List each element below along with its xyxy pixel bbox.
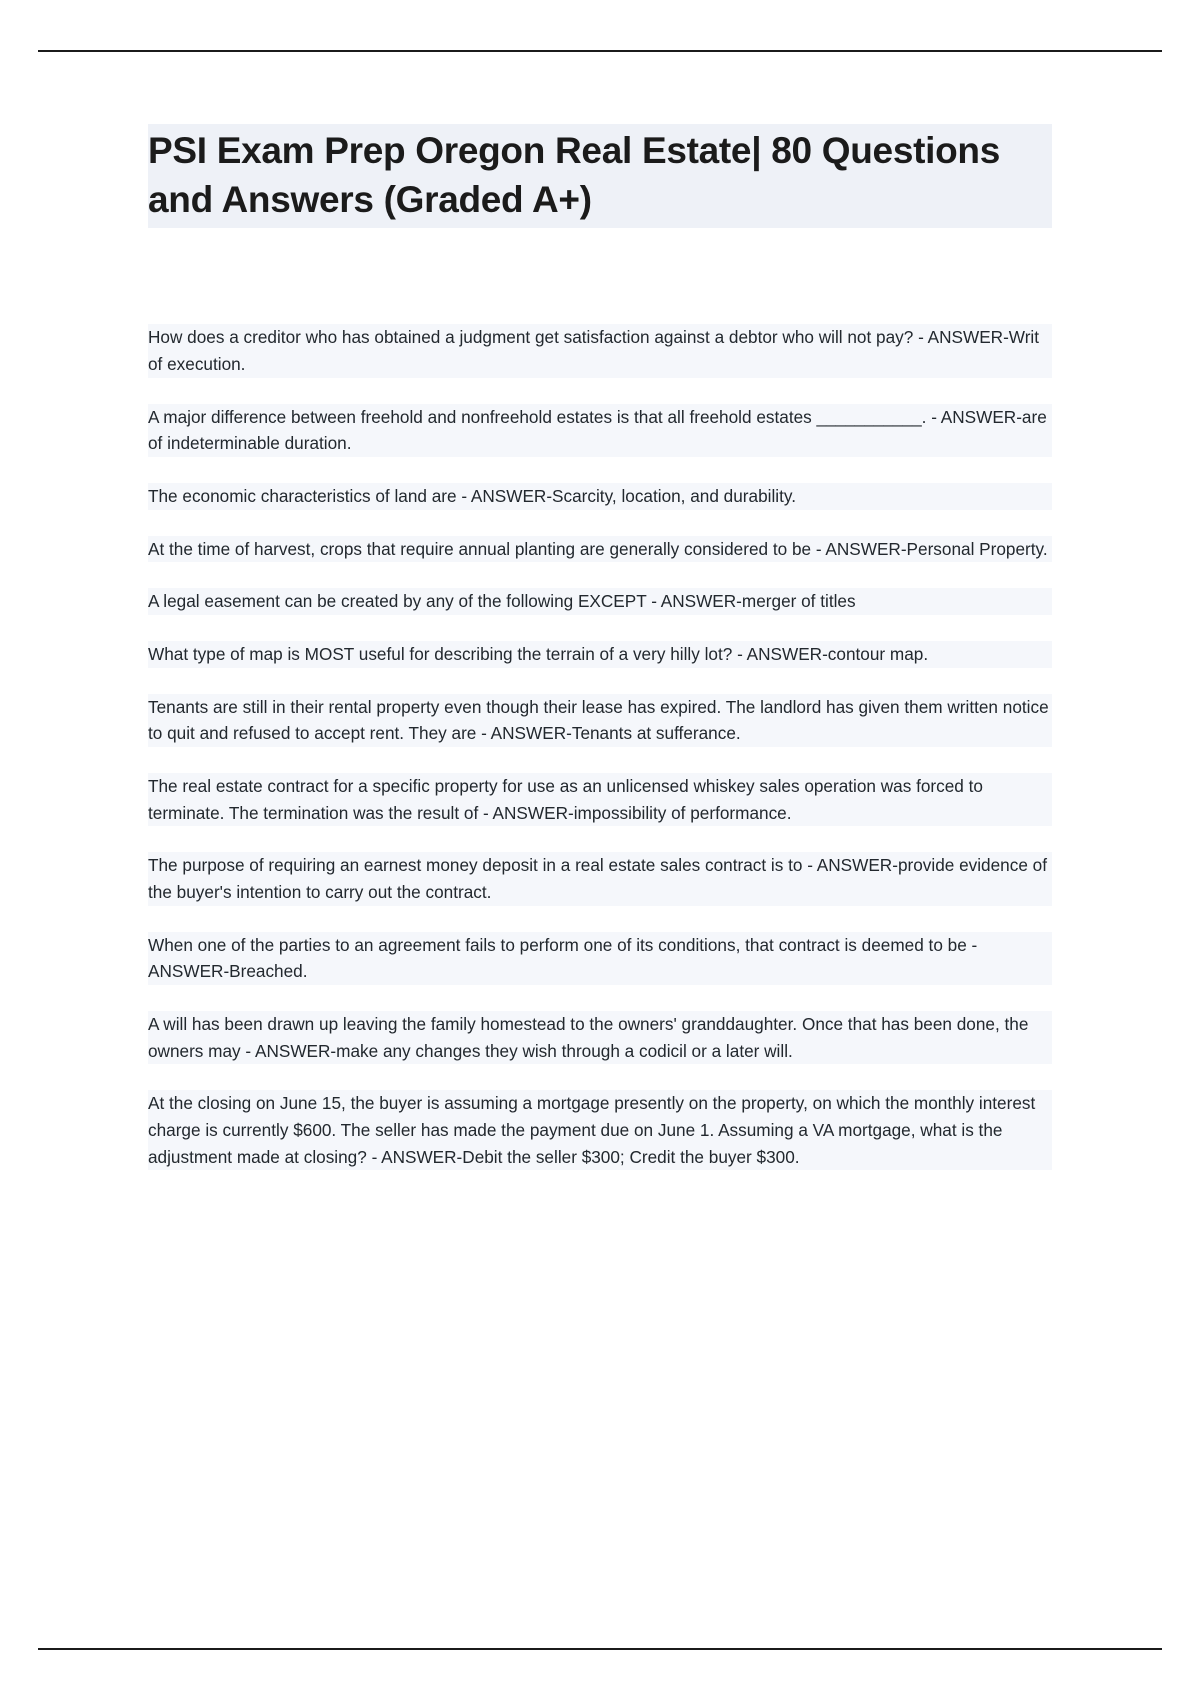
qa-list (148, 324, 1052, 1170)
page-title: PSI Exam Prep Oregon Real Estate| 80 Questions and Answers (Graded A+) (148, 124, 1052, 228)
qa-entry: The economic characteristics of land are - ANSWER-Scarcity, location, and durability. (148, 483, 1052, 510)
qa-entry: Tenants are still in their rental property even though their lease has expired. The landlord has given them written notice to quit and refused to accept rent. They are - ANSWER-Tenants at sufferance. (148, 694, 1052, 747)
qa-entry: When one of the parties to an agreement fails to perform one of its conditions, that contract is deemed to be - ANSWER-Breached. (148, 932, 1052, 985)
qa-entry: A major difference between freehold and nonfreehold estates is that all freehold estates ___________. - ANSWER-are of indeterminable duration. (148, 404, 1052, 457)
footer-divider (38, 1648, 1162, 1650)
header-divider (38, 50, 1162, 52)
qa-entry: The real estate contract for a specific property for use as an unlicensed whiskey sales operation was forced to terminate. The termination was the result of - ANSWER-impossibility of performance. (148, 773, 1052, 826)
qa-entry: A will has been drawn up leaving the family homestead to the owners' granddaughter. Once that has been done, the owners may - ANSWER-make any changes they wish through a codicil or a later will. (148, 1011, 1052, 1064)
qa-entry: What type of map is MOST useful for describing the terrain of a very hilly lot? - ANSWER-contour map. (148, 641, 1052, 668)
qa-entry: How does a creditor who has obtained a judgment get satisfaction against a debtor who will not pay? - ANSWER-Writ of execution. (148, 324, 1052, 377)
document-content (148, 124, 1052, 1170)
qa-entry: A legal easement can be created by any of the following EXCEPT - ANSWER-merger of titles (148, 588, 1052, 615)
qa-entry: At the time of harvest, crops that require annual planting are generally considered to be - ANSWER-Personal Property. (148, 536, 1052, 563)
qa-entry: At the closing on June 15, the buyer is assuming a mortgage presently on the property, on which the monthly interest charge is currently $600. The seller has made the payment due on June 1. Assuming a VA mortgage, what is the adjustment made at closing? - ANSWER-Debit the seller $300; Credit the buyer $300. (148, 1090, 1052, 1170)
qa-entry: The purpose of requiring an earnest money deposit in a real estate sales contract is to - ANSWER-provide evidence of the buyer's intention to carry out the contract. (148, 852, 1052, 905)
